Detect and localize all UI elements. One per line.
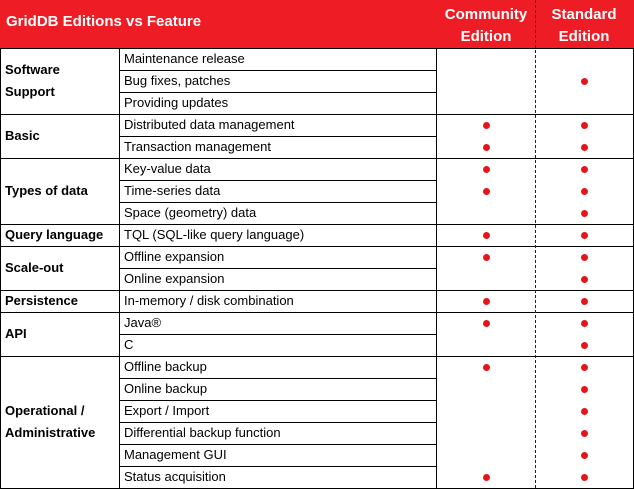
category-divider xyxy=(119,48,120,488)
community-dot xyxy=(483,144,490,151)
feature-cell: Java® xyxy=(124,315,162,330)
category-cell xyxy=(5,224,117,246)
category-label: API xyxy=(5,326,27,341)
standard-dot xyxy=(581,408,588,415)
category-cell xyxy=(5,356,117,488)
standard-dot xyxy=(581,474,588,481)
standard-dot xyxy=(581,364,588,371)
feature-cell: Management GUI xyxy=(124,447,227,462)
standard-dot xyxy=(581,210,588,217)
left-border xyxy=(0,48,1,488)
standard-dot xyxy=(581,342,588,349)
table-header xyxy=(0,0,634,48)
feature-cell: Differential backup function xyxy=(124,425,281,440)
category-label: Query language xyxy=(5,227,104,242)
feature-cell: Providing updates xyxy=(124,95,229,110)
feature-cell: Distributed data management xyxy=(124,117,295,132)
standard-dot xyxy=(581,78,588,85)
feature-cell: Space (geometry) data xyxy=(124,205,257,220)
category-label: Software Support xyxy=(5,62,60,99)
standard-dot xyxy=(581,386,588,393)
category-cell xyxy=(5,48,117,114)
standard-dot xyxy=(581,232,588,239)
community-dot xyxy=(483,122,490,129)
category-label: Scale-out xyxy=(5,260,64,275)
feature-cell: TQL (SQL-like query language) xyxy=(124,227,305,242)
column-header-line: Edition xyxy=(460,28,512,45)
standard-dot xyxy=(581,122,588,129)
category-cell xyxy=(5,158,117,224)
edition-divider xyxy=(535,0,536,488)
feature-cell: Time-series data xyxy=(124,183,221,198)
standard-dot xyxy=(581,144,588,151)
community-dot xyxy=(483,298,490,305)
category-label: Persistence xyxy=(5,293,78,308)
feature-cell: Maintenance release xyxy=(124,51,245,66)
category-label: Operational / Administrative xyxy=(5,403,96,440)
column-header-standard xyxy=(536,4,632,48)
category-cell xyxy=(5,246,117,290)
standard-dot xyxy=(581,298,588,305)
feature-cell: In-memory / disk combination xyxy=(124,293,294,308)
feature-cell: Online backup xyxy=(124,381,208,396)
category-cell xyxy=(5,290,117,312)
column-header-line: Community xyxy=(444,6,528,23)
feature-cell: Offline backup xyxy=(124,359,207,374)
feature-cell: Offline expansion xyxy=(124,249,225,264)
category-label: Basic xyxy=(5,128,40,143)
column-header-line: Edition xyxy=(558,28,610,45)
community-dot xyxy=(483,320,490,327)
table-title: GridDB Editions vs Feature xyxy=(6,13,202,30)
standard-dot xyxy=(581,188,588,195)
standard-dot xyxy=(581,166,588,173)
feature-cell: C xyxy=(124,337,134,352)
community-dot xyxy=(483,188,490,195)
feature-cell: Transaction management xyxy=(124,139,271,154)
community-dot xyxy=(483,232,490,239)
community-dot xyxy=(483,474,490,481)
community-dot xyxy=(483,254,490,261)
feature-cell: Bug fixes, patches xyxy=(124,73,231,88)
community-dot xyxy=(483,166,490,173)
standard-dot xyxy=(581,452,588,459)
standard-dot xyxy=(581,254,588,261)
feature-cell: Export / Import xyxy=(124,403,210,418)
category-cell xyxy=(5,114,117,158)
feature-right-border xyxy=(436,48,437,488)
community-dot xyxy=(483,364,490,371)
standard-dot xyxy=(581,276,588,283)
feature-cell: Status acquisition xyxy=(124,469,226,484)
standard-dot xyxy=(581,430,588,437)
column-header-community xyxy=(438,4,534,48)
feature-cell: Key-value data xyxy=(124,161,211,176)
standard-dot xyxy=(581,320,588,327)
column-header-line: Standard xyxy=(551,6,617,23)
category-label: Types of data xyxy=(5,183,88,198)
category-cell xyxy=(5,312,117,356)
feature-cell: Online expansion xyxy=(124,271,225,286)
